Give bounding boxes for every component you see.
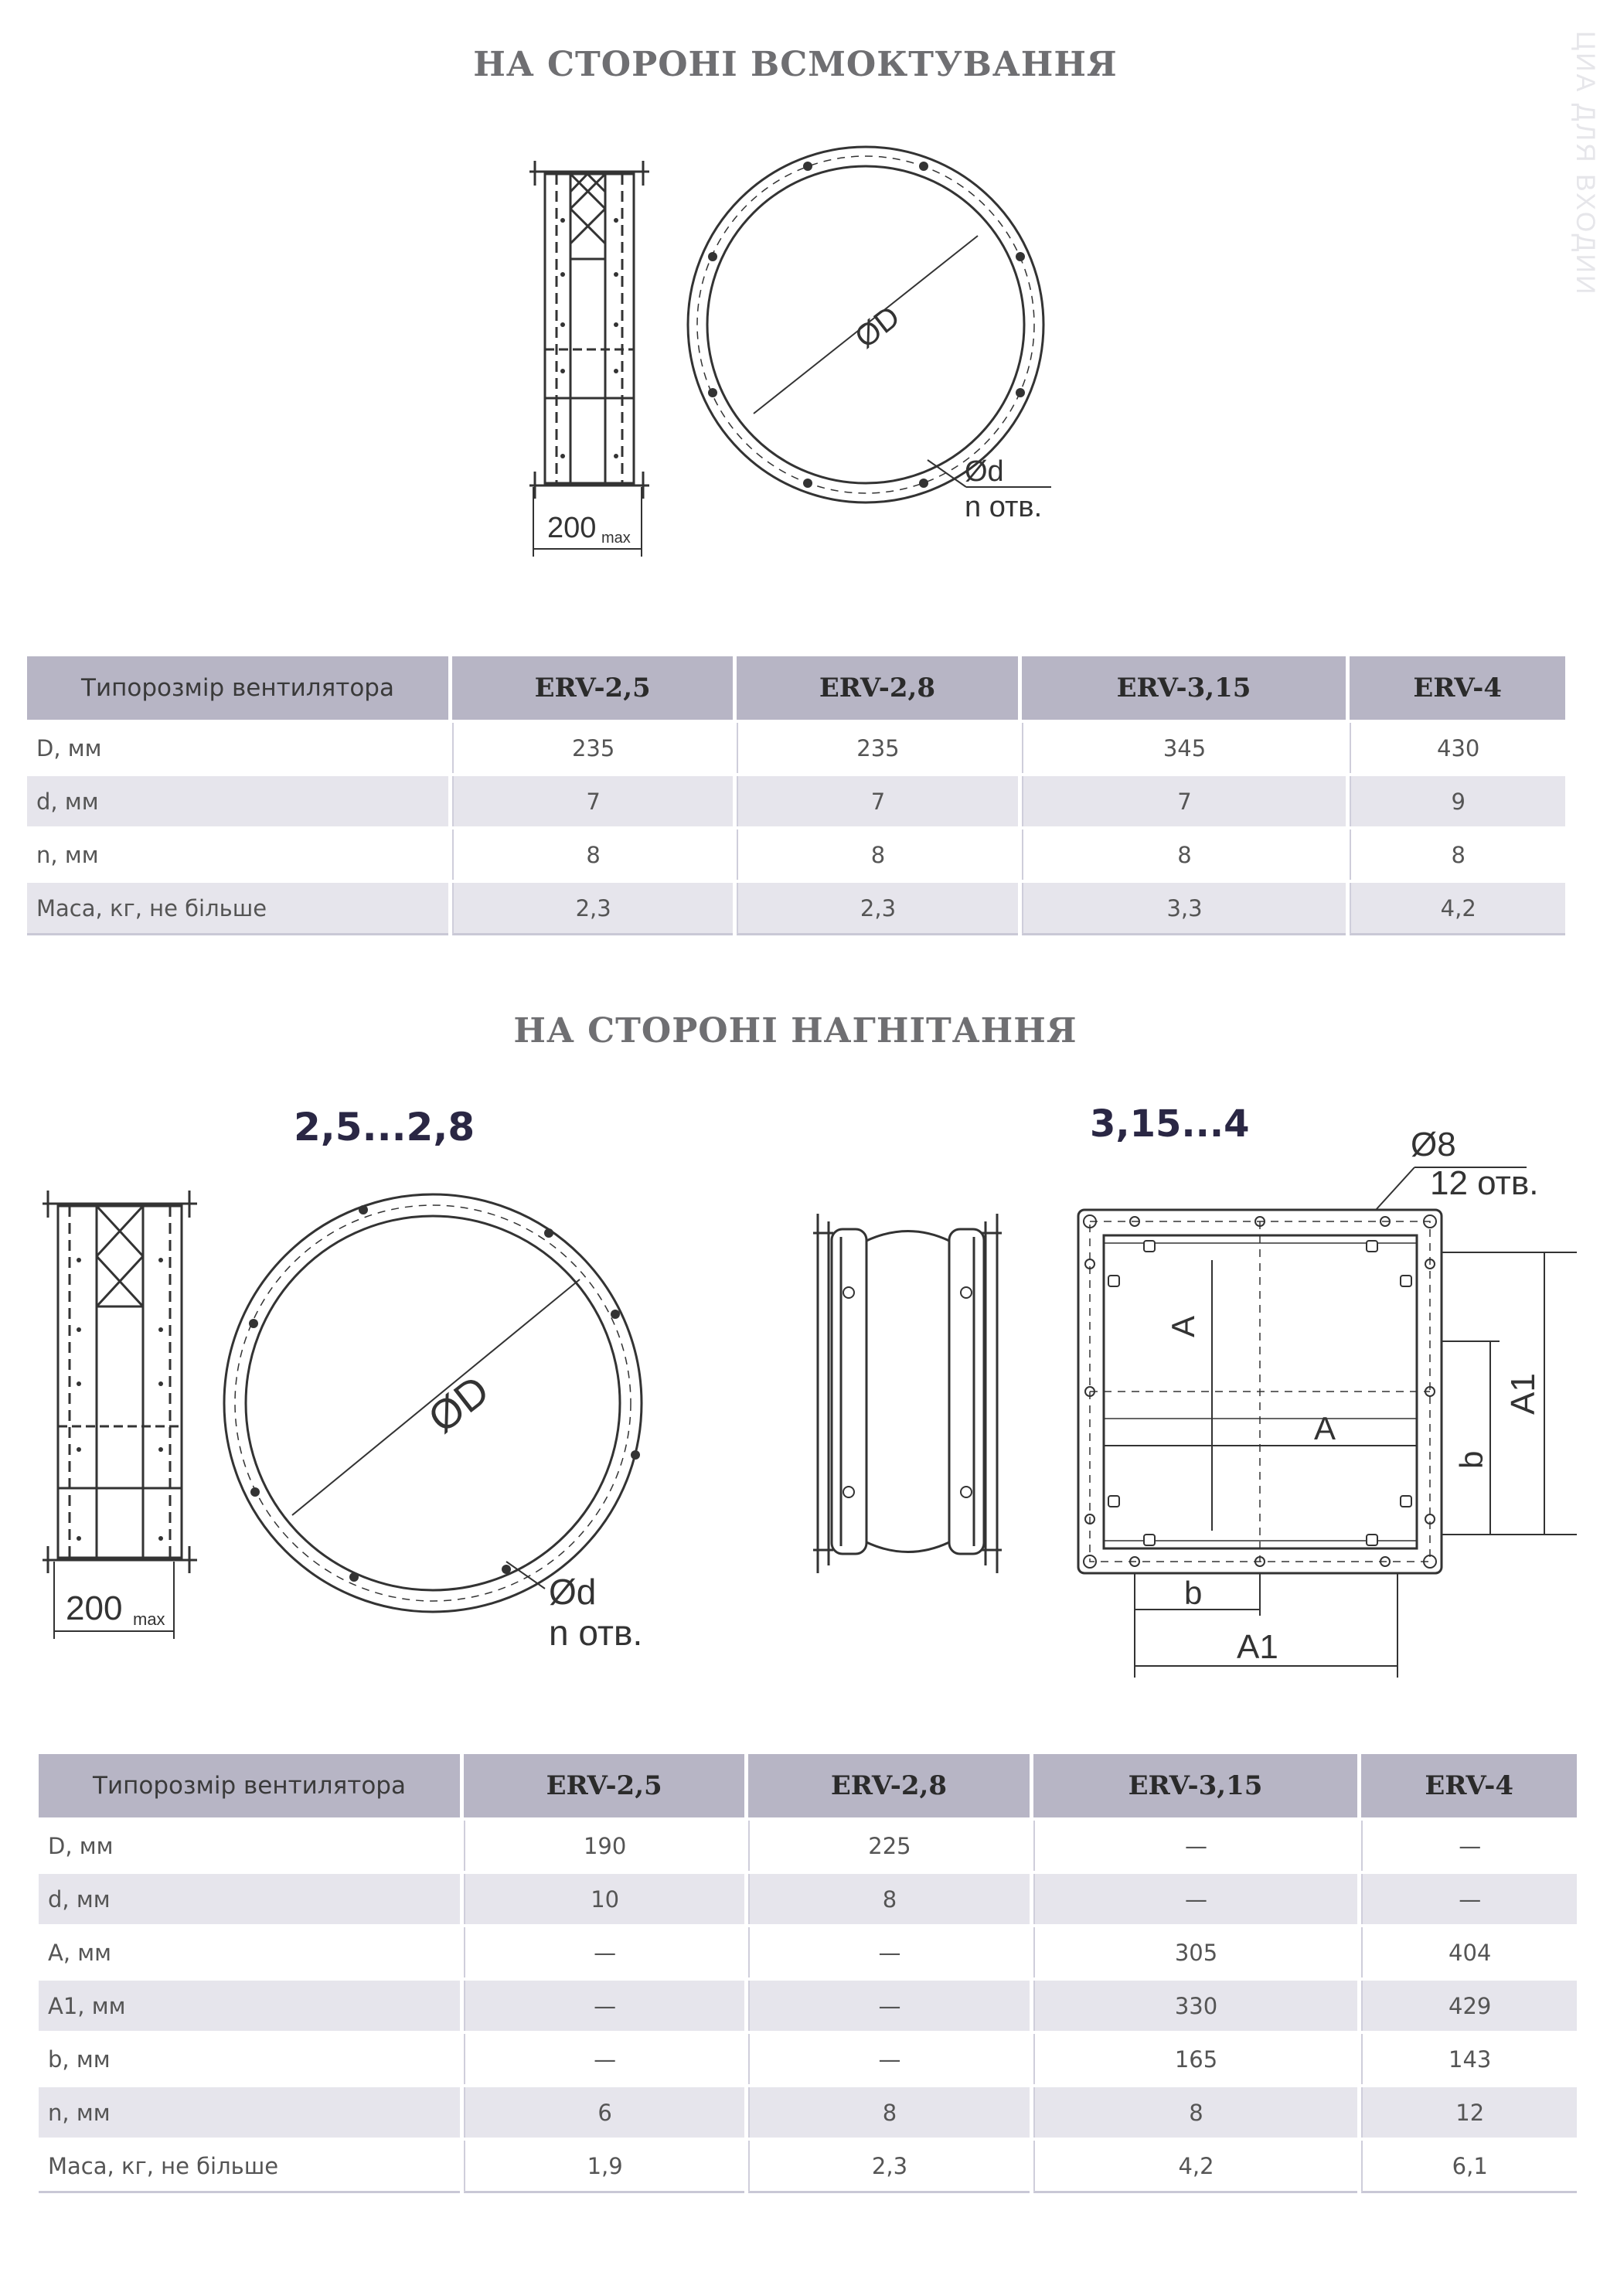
- fig3-dim-a-vertical: A: [1165, 1315, 1201, 1337]
- fig3-dim-b-horizontal: b: [1184, 1575, 1203, 1611]
- row-label: Маса, кг, не більше: [27, 883, 448, 935]
- section-title-discharge: НА СТОРОНІ НАГНІТАННЯ: [513, 1011, 1077, 1051]
- table-cell: 8: [1033, 2087, 1358, 2138]
- discharge-square-drawing: [804, 1102, 1569, 1678]
- header-cell: ERV-2,8: [737, 656, 1017, 720]
- table-cell: 330: [1033, 1981, 1358, 2031]
- fig2-group-label: 2,5...2,8: [294, 1105, 475, 1150]
- row-label: A, мм: [39, 1927, 460, 1977]
- table-cell: 8: [452, 829, 733, 880]
- header-cell: ERV-3,15: [1033, 1754, 1358, 1817]
- table-row: [39, 1927, 1577, 1977]
- fig2-width-sub: max: [133, 1610, 165, 1629]
- table-cell: —: [464, 1981, 744, 2031]
- table-row: [27, 883, 1565, 935]
- table-cell: 6,1: [1361, 2141, 1577, 2193]
- table-cell: —: [464, 1927, 744, 1977]
- fig2-width-label: 200: [66, 1589, 123, 1627]
- fig3-group-label: 3,15...4: [1090, 1102, 1250, 1146]
- row-label: n, мм: [39, 2087, 460, 2138]
- header-cell: ERV-4: [1350, 656, 1565, 720]
- table-cell: 2,3: [737, 883, 1017, 935]
- side-watermark-text: ЦИА ДЛЯ ВХОДИИ: [1571, 31, 1600, 297]
- table-cell: —: [748, 1927, 1029, 1977]
- table-cell: 12: [1361, 2087, 1577, 2138]
- row-label: d, мм: [27, 776, 448, 826]
- table-row: [39, 1874, 1577, 1924]
- table-cell: 190: [464, 1821, 744, 1871]
- table-cell: —: [1361, 1821, 1577, 1871]
- header-cell: Типорозмір вентилятора: [39, 1754, 460, 1817]
- table-cell: 235: [737, 723, 1017, 773]
- row-label: b, мм: [39, 2034, 460, 2084]
- table-cell: —: [1361, 1874, 1577, 1924]
- header-cell: ERV-4: [1361, 1754, 1577, 1817]
- square-side-bolts: [843, 1287, 972, 1497]
- fig2-diameter-label: ØD: [420, 1367, 499, 1443]
- table-cell: 404: [1361, 1927, 1577, 1977]
- table-cell: 4,2: [1350, 883, 1565, 935]
- table-cell: 165: [1033, 2034, 1358, 2084]
- table-cell: 225: [748, 1821, 1029, 1871]
- fig1-diameter-label: ØD: [849, 299, 907, 356]
- discharge-spec-table: [35, 1751, 1581, 2196]
- table-cell: 10: [464, 1874, 744, 1924]
- suction-side-drawing: [510, 147, 1098, 580]
- table-cell: —: [748, 1981, 1029, 2031]
- row-label: A1, мм: [39, 1981, 460, 2031]
- table-cell: 8: [748, 2087, 1029, 2138]
- fig3-dim-a-horizontal: A: [1314, 1410, 1336, 1446]
- table-cell: —: [748, 2034, 1029, 2084]
- table-cell: 8: [748, 1874, 1029, 1924]
- table-cell: 2,3: [452, 883, 733, 935]
- table-row: [39, 2034, 1577, 2084]
- row-label: D, мм: [39, 1821, 460, 1871]
- table-cell: 1,9: [464, 2141, 744, 2193]
- square-side-view: [813, 1214, 1002, 1573]
- header-cell: ERV-3,15: [1022, 656, 1346, 720]
- suction-spec-table: [23, 653, 1569, 938]
- table-cell: 4,2: [1033, 2141, 1358, 2193]
- table-cell: 430: [1350, 723, 1565, 773]
- discharge-round-drawing: [31, 1105, 711, 1678]
- table-cell: 7: [452, 776, 733, 826]
- table-cell: 7: [737, 776, 1017, 826]
- table-cell: 429: [1361, 1981, 1577, 2031]
- table-header-row: [27, 656, 1565, 720]
- row-label: D, мм: [27, 723, 448, 773]
- table-cell: —: [1033, 1821, 1358, 1871]
- table-cell: 8: [737, 829, 1017, 880]
- table-cell: —: [1033, 1874, 1358, 1924]
- table-row: [39, 1821, 1577, 1871]
- fig2-hole-label: Ød: [549, 1572, 597, 1612]
- fig1-hole-label: Ød: [965, 455, 1004, 488]
- table-row: [27, 829, 1565, 880]
- fig2-holes-label: n отв.: [549, 1613, 643, 1653]
- table-row: [27, 776, 1565, 826]
- fig3-dim-a1-vertical: A1: [1504, 1373, 1542, 1415]
- flange-side-dots-2: [77, 1258, 163, 1541]
- table-cell: —: [464, 2034, 744, 2084]
- table-header-row: [39, 1754, 1577, 1817]
- fig1-holes-label: n отв.: [965, 491, 1043, 523]
- table-cell: 235: [452, 723, 733, 773]
- fig3-dim-a1-horizontal: A1: [1237, 1628, 1278, 1666]
- header-cell: Типорозмір вентилятора: [27, 656, 448, 720]
- table-row: [39, 1981, 1577, 2031]
- table-cell: 8: [1350, 829, 1565, 880]
- table-row: [39, 2087, 1577, 2138]
- header-cell: ERV-2,8: [748, 1754, 1029, 1817]
- table-row: [27, 723, 1565, 773]
- row-label: n, мм: [27, 829, 448, 880]
- table-cell: 6: [464, 2087, 744, 2138]
- fig1-width-sub: max: [601, 530, 631, 547]
- table-cell: 7: [1022, 776, 1346, 826]
- fig3-holes-label: 12 отв.: [1430, 1164, 1539, 1202]
- table-cell: 305: [1033, 1927, 1358, 1977]
- flange-side-view-2: [43, 1191, 197, 1639]
- table-cell: 2,3: [748, 2141, 1029, 2193]
- table-cell: 143: [1361, 2034, 1577, 2084]
- flange-side-view: [529, 161, 649, 557]
- fig3-dim-b-vertical: b: [1453, 1450, 1489, 1469]
- table-cell: 9: [1350, 776, 1565, 826]
- header-cell: ERV-2,5: [464, 1754, 744, 1817]
- table-cell: 3,3: [1022, 883, 1346, 935]
- row-label: d, мм: [39, 1874, 460, 1924]
- header-cell: ERV-2,5: [452, 656, 733, 720]
- flange-side-dots: [560, 218, 618, 458]
- fig3-hole-label: Ø8: [1411, 1126, 1456, 1163]
- table-cell: 345: [1022, 723, 1346, 773]
- section-title-suction: НА СТОРОНІ ВСМОКТУВАННЯ: [473, 45, 1118, 84]
- row-label: Маса, кг, не більше: [39, 2141, 460, 2193]
- fig1-width-label: 200: [547, 512, 597, 544]
- table-row: [39, 2141, 1577, 2193]
- table-cell: 8: [1022, 829, 1346, 880]
